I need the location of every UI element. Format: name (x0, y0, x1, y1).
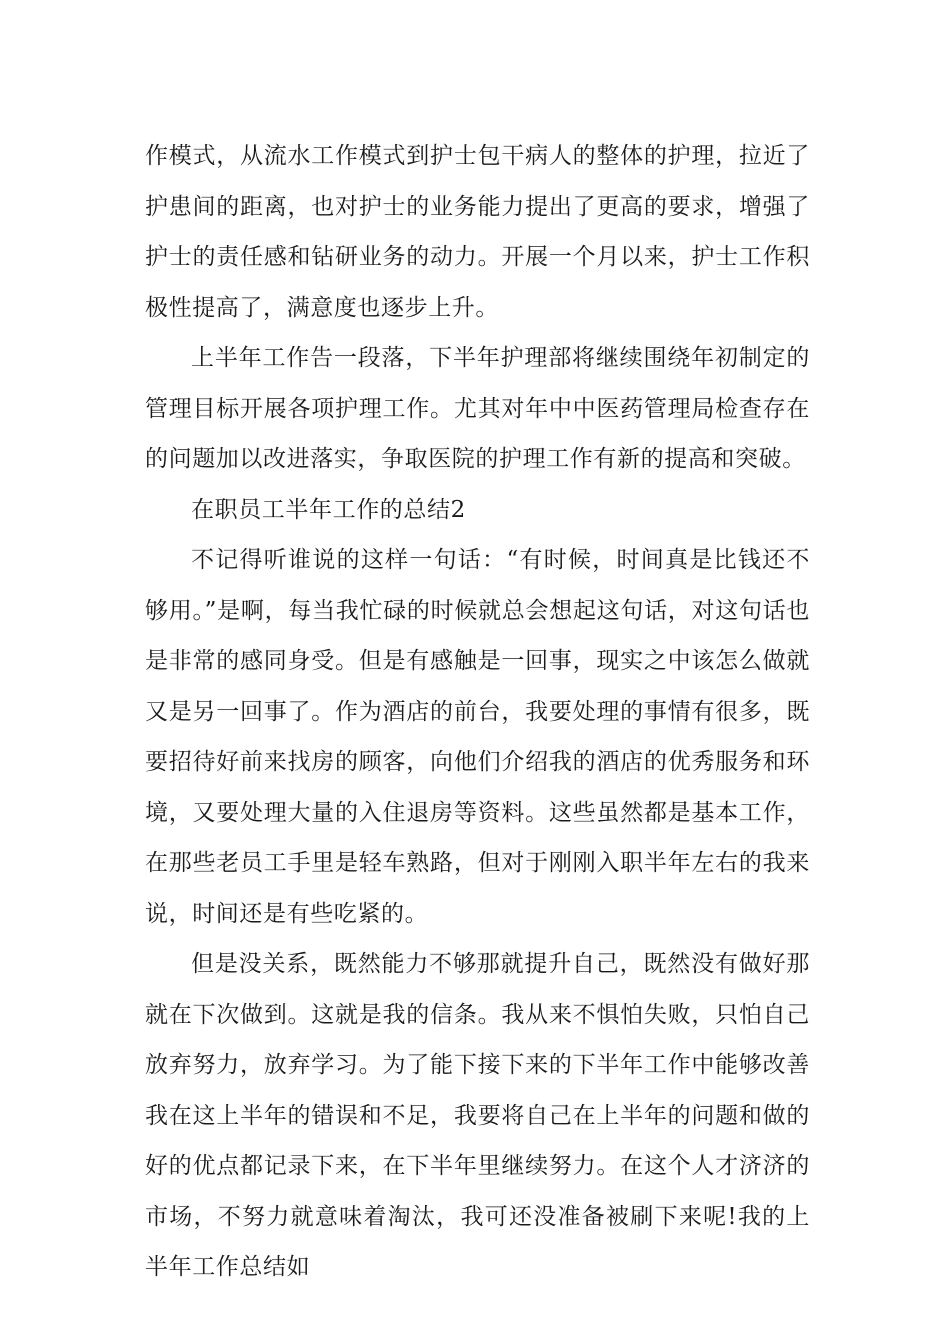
paragraph-time-quote: 不记得听谁说的这样一句话：“有时候，时间真是比钱还不够用。”是啊，每当我忙碌的时候就总会想起这句话，对这句话也是非常的感同身受。但是有感触是一回事，现实之中该怎么做就又是另一回事了。作为酒店的前台，我要处理的事情有很多，既要招待好前来找房的顾客，向他们介绍我的酒店的优秀服务和环境，又要处理大量的入住退房等资料。这些虽然都是基本工作，在那些老员工手里是轻车熟路，但对于刚刚入职半年左右的我来说，时间还是有些吃紧的。 (145, 547, 810, 927)
paragraph-self-improve: 但是没关系，既然能力不够那就提升自己，既然没有做好那就在下次做到。这就是我的信条。我从来不惧怕失败，只怕自己放弃努力，放弃学习。为了能下接下来的下半年工作中能够改善我在这上半年的错误和不足，我要将自己在上半年的问题和做的好的优点都记录下来，在下半年里继续努力。在这个人才济济的市场，不努力就意味着淘汰，我可还没准备被刷下来呢!我的上半年工作总结如 (145, 951, 810, 1280)
paragraph-continued: 作模式，从流水工作模式到护士包干病人的整体的护理，拉近了护患间的距离，也对护士的业务能力提出了更高的要求，增强了护士的责任感和钻研业务的动力。开展一个月以来，护士工作积极性提高了，满意度也逐步上升。 (145, 143, 810, 321)
paragraph-second-half-plan: 上半年工作告一段落，下半年护理部将继续围绕年初制定的管理目标开展各项护理工作。尤其对年中中医药管理局检查存在的问题加以改进落实，争取医院的护理工作有新的提高和突破。 (145, 345, 810, 472)
section-heading: 在职员工半年工作的总结2 (191, 496, 466, 523)
document-body (145, 131, 810, 1293)
